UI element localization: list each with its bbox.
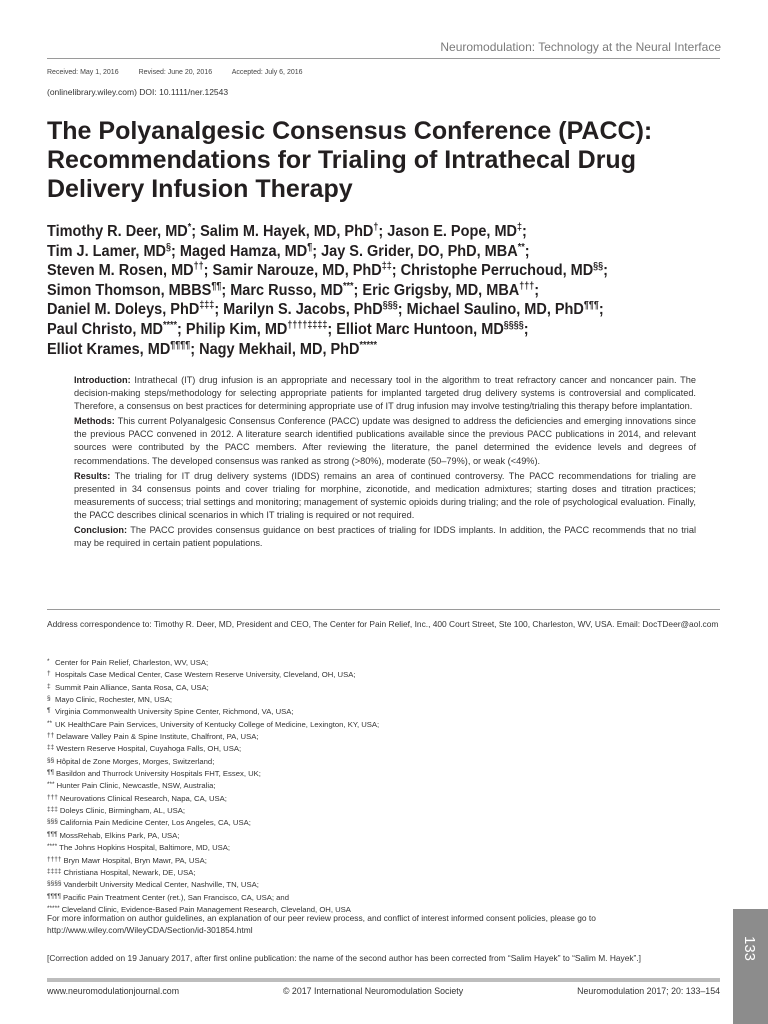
affiliation-text: MossRehab, Elkins Park, PA, USA; [59,830,180,840]
affiliation-mark: ‡‡‡ [47,806,58,814]
author-name: Elliot Krames, MD [47,340,171,358]
author-affiliation-mark: ‡‡ [381,261,392,272]
affiliation-item [47,767,647,779]
affiliation-mark: ‡‡ [47,744,55,752]
author-name: Salim M. Hayek, MD, PhD [200,223,374,240]
affiliation-text: Vanderbilt University Medical Center, Nashville, TN, USA; [63,880,259,890]
affiliation-mark: ** [47,719,53,727]
author-name: Marilyn S. Jacobs, PhD [223,301,383,319]
article-title: The Polyanalgesic Consensus Conference (PACC): Recommendations for Trialing of Intrathecal Drug Delivery Infusion Therapy [47,117,653,203]
affiliation-item [47,792,647,804]
accepted-date: Accepted: July 6, 2016 [231,69,303,76]
affiliation-mark: ¶¶¶ [47,830,58,838]
affiliation-item [47,755,647,767]
affiliation-mark: ¶¶ [47,769,54,777]
affiliation-text: Neurovations Clinical Research, Napa, CA, USA; [59,793,227,803]
affiliation-text: Bryn Mawr Hospital, Bryn Mawr, PA, USA; [63,855,207,865]
author-list: Timothy R. Deer, MD*; Salim M. Hayek, MD, PhD†; Jason E. Pope, MD‡; Tim J. Lamer, MD§; Maged Hamza, MD¶; Jay S. Grider, DO, PhD, MBA**; Steven M. Rosen, MD††; Samir Narouze, MD, PhD‡‡; Christophe Perruchoud, MD§§; Simon Thomson, MBBS¶¶; Marc Russo, MD***; Eric Grigsby, MD, MBA†††; Daniel M. Doleys, PhD‡‡‡; Marilyn S. Jacobs, PhD§§§; Michael Saulino, MD, PhD¶¶¶; Paul Christo, MD****; Philip Kim, MD††††‡‡‡‡; Elliot Marc Huntoon, MD§§§§; Elliot Krames, MD¶¶¶¶; Nagy Mekhail, MD, PhD***** [47,221,609,358]
author-name: Marc Russo, MD [230,281,344,299]
affiliation-item [47,668,647,680]
affiliation-text: Doleys Clinic, Birmingham, AL, USA; [59,806,186,816]
author-affiliation-mark: § [166,241,172,253]
author-affiliation-mark: ‡ [517,221,523,233]
affiliation-mark: *** [47,781,55,789]
affiliation-item [47,854,647,866]
affiliation-text: Western Reserve Hospital, Cuyahoga Falls, OH, USA; [56,744,242,754]
results-label: Results: [74,470,111,481]
author-affiliation-mark: ‡‡‡ [199,300,215,312]
footer-rule [47,978,720,982]
affiliation-mark: † [47,670,51,678]
received-date: Received: May 1, 2016 [47,69,119,76]
affiliations-list [47,656,647,915]
affiliation-item [47,779,647,791]
page-number: 133 [741,936,758,962]
abstract [74,374,696,552]
author-affiliation-mark: §§§ [382,300,398,312]
correspondence-address: Address correspondence to: Timothy R. Deer, MD, President and CEO, The Center for Pain Relief, Inc., 400 Court Street, Ste 100, Charleston, WV, USA. Email: DocTDeer@aol.com [47,619,719,629]
affiliation-item [47,878,647,890]
author-name: Maged Hamza, MD [179,242,308,260]
author-name: Simon Thomson, MBBS [47,281,212,299]
affiliation-item [47,866,647,878]
author-name: Timothy R. Deer, MD [47,223,188,240]
author-name: Eric Grigsby, MD, MBA [362,281,520,299]
affiliation-mark: §§ [47,756,55,764]
footer-citation: Neuromodulation 2017; 20: 133–154 [577,986,720,996]
affiliation-mark: †† [47,732,55,740]
introduction-text: Intrathecal (IT) drug infusion is an appropriate and necessary tool in the algorithm to treat refractory cancer and noncancer pain. The decision-making steps/methodology for selecting appropriate patients for implanted targeted drug delivery systems is controversial and complicated. Therefore, a consensus on best practices for determining appropriate use of IT drug infusion may involve testing/trialing this therapy before implantation. [74,375,696,412]
affiliation-text: Hospitals Case Medical Center, Case Western Reserve University, Cleveland, OH, USA; [55,670,356,680]
footer-copyright: © 2017 International Neuromodulation Society [283,986,464,996]
author-name: Tim J. Lamer, MD [47,242,167,260]
affiliation-item [47,841,647,853]
affiliation-text: California Pain Medicine Center, Los Angeles, CA, USA; [59,818,251,828]
author-name: Philip Kim, MD [185,320,288,338]
page-footer [47,986,720,1000]
author-affiliation-mark: ¶¶¶¶ [170,339,191,351]
affiliation-mark: §§§ [47,818,58,826]
affiliation-mark: ¶¶¶¶ [47,892,61,900]
header-rule [47,58,720,59]
author-affiliation-mark: †† [193,261,204,272]
affiliation-mark: †††† [47,855,62,863]
affiliation-mark: ‡ [47,682,51,690]
author-affiliation-mark: ¶ [307,241,313,253]
methods-label: Methods: [74,416,115,427]
doi-line: (onlinelibrary.wiley.com) DOI: 10.1111/ner.12543 [47,87,229,97]
abstract-methods [74,415,696,467]
author-name: Jason E. Pope, MD [387,223,518,240]
affiliation-mark: * [47,658,50,665]
author-affiliation-mark: **** [163,319,178,331]
affiliation-item [47,829,647,841]
correction-note: [Correction added on 19 January 2017, after first online publication: the name of the second author has been corrected from “Salim Hayek” to “Salim M. Hayek”.] [47,953,641,963]
affiliation-item [47,730,647,742]
results-text: The trialing for IT drug delivery systems (IDDS) remains an area of continued controversy. The PACC recommendations for trialing are presented in 34 consensus points and cover trialing for morphine, ziconotide, and medication admixtures; starting doses and titration practices; measurements of success; trial settings and monitoring; management of systemic opioids during trialing; and the role of psychological evaluation. Finally, the PACC describes clinical scenarios in which IT trialing is required or not required. [74,470,696,520]
affiliation-text: Center for Pain Relief, Charleston, WV, USA; [55,658,209,667]
author-affiliation-mark: ††††‡‡‡‡ [287,319,328,331]
abstract-rule [47,609,720,610]
affiliation-text: Delaware Valley Pain & Spine Institute, Chalfront, PA, USA; [56,732,259,742]
author-affiliation-mark: ¶¶ [211,280,222,292]
affiliation-item [47,705,647,717]
author-name: Michael Saulino, MD, PhD [406,301,584,319]
affiliation-mark: ¶ [47,707,51,715]
author-name: Christophe Perruchoud, MD [400,262,594,280]
affiliation-item [47,656,647,668]
journal-name: Neuromodulation: Technology at the Neural Interface [440,40,721,54]
author-name: Daniel M. Doleys, PhD [47,301,200,319]
affiliation-text: Cleveland Clinic, Evidence-Based Pain Management Research, Cleveland, OH, USA [61,904,351,914]
author-name: Nagy Mekhail, MD, PhD [199,340,360,358]
abstract-conclusion [74,524,696,550]
author-affiliation-mark: † [373,221,379,233]
author-name: Elliot Marc Huntoon, MD [336,320,504,338]
author-affiliation-mark: * [187,221,192,233]
affiliation-text: Hunter Pain Clinic, Newcastle, NSW, Australia; [56,781,216,791]
affiliation-mark: **** [47,843,58,851]
affiliation-item [47,891,647,903]
affiliation-item [47,693,647,705]
affiliation-text: Virginia Commonwealth University Spine Center, Richmond, VA, USA; [55,707,294,717]
author-affiliation-mark: *** [343,280,354,292]
affiliation-mark: §§§§ [47,880,62,888]
author-affiliation-mark: ***** [359,339,377,351]
affiliation-item [47,681,647,693]
article-dates [47,69,321,76]
affiliation-mark: ***** [47,904,60,912]
author-name: Paul Christo, MD [47,320,164,338]
author-affiliation-mark: ¶¶¶ [583,300,599,312]
affiliation-item [47,742,647,754]
author-name: Jay S. Grider, DO, PhD, MBA [321,242,518,260]
conclusion-text: The PACC provides consensus guidance on best practices of trialing for IDDS implants. In addition, the PACC recommends that no trial may be required in certain patient populations. [74,525,696,549]
footer-website: www.neuromodulationjournal.com [47,986,180,996]
affiliation-text: Pacific Pain Treatment Center (ret.), San Francisco, CA, USA; and [62,892,289,902]
abstract-results [74,470,696,522]
abstract-introduction [74,374,696,413]
affiliation-text: Christiana Hospital, Newark, DE, USA; [63,867,196,877]
affiliation-text: Mayo Clinic, Rochester, MN, USA; [55,695,173,705]
methods-text: This current Polyanalgesic Consensus Conference (PACC) update was designed to address the deficiencies and emerging innovations since the previous PACC convened in 2012. A literature search identified publications available since the previous PACC publications in 2014, and relevant sources were contributed by the PACC members. After reviewing the literature, the panel determined the evidence levels and degrees of recommendations. The developed consensus was ranked as strong (>80%), moderate (50–79%), or weak (<49%). [74,416,697,466]
conclusion-label: Conclusion: [74,525,128,536]
introduction-label: Introduction: [74,375,131,385]
author-affiliation-mark: §§§§ [503,319,524,331]
affiliation-text: UK HealthCare Pain Services, University of Kentucky College of Medicine, Lexington, KY, USA; [55,719,380,729]
author-guidelines-note: For more information on author guidelines, an explanation of our peer review process, and conflict of interest informed consent policies, please go to http://www.wiley.com/WileyCDA/Section/id-301854.html [47,913,596,935]
affiliation-text: Hôpital de Zone Morges, Morges, Switzerland; [56,756,215,766]
affiliation-item [47,816,647,828]
revised-date: Revised: June 20, 2016 [138,69,213,76]
affiliation-text: Basildon and Thurrock University Hospitals FHT, Essex, UK; [55,769,261,779]
page-number-tab [733,909,768,1024]
affiliation-item [47,804,647,816]
author-affiliation-mark: ††† [519,280,535,292]
author-name: Steven M. Rosen, MD [47,262,194,280]
author-name: Samir Narouze, MD, PhD [212,262,382,280]
affiliation-mark: § [47,695,51,703]
affiliation-text: Summit Pain Alliance, Santa Rosa, CA, USA; [55,682,209,692]
affiliation-text: The Johns Hopkins Hospital, Baltimore, MD, USA; [59,843,231,853]
affiliation-mark: ‡‡‡‡ [47,867,62,875]
affiliation-item [47,718,647,730]
author-affiliation-mark: ** [517,241,525,253]
author-affiliation-mark: §§ [593,261,604,272]
affiliation-mark: ††† [47,793,58,801]
